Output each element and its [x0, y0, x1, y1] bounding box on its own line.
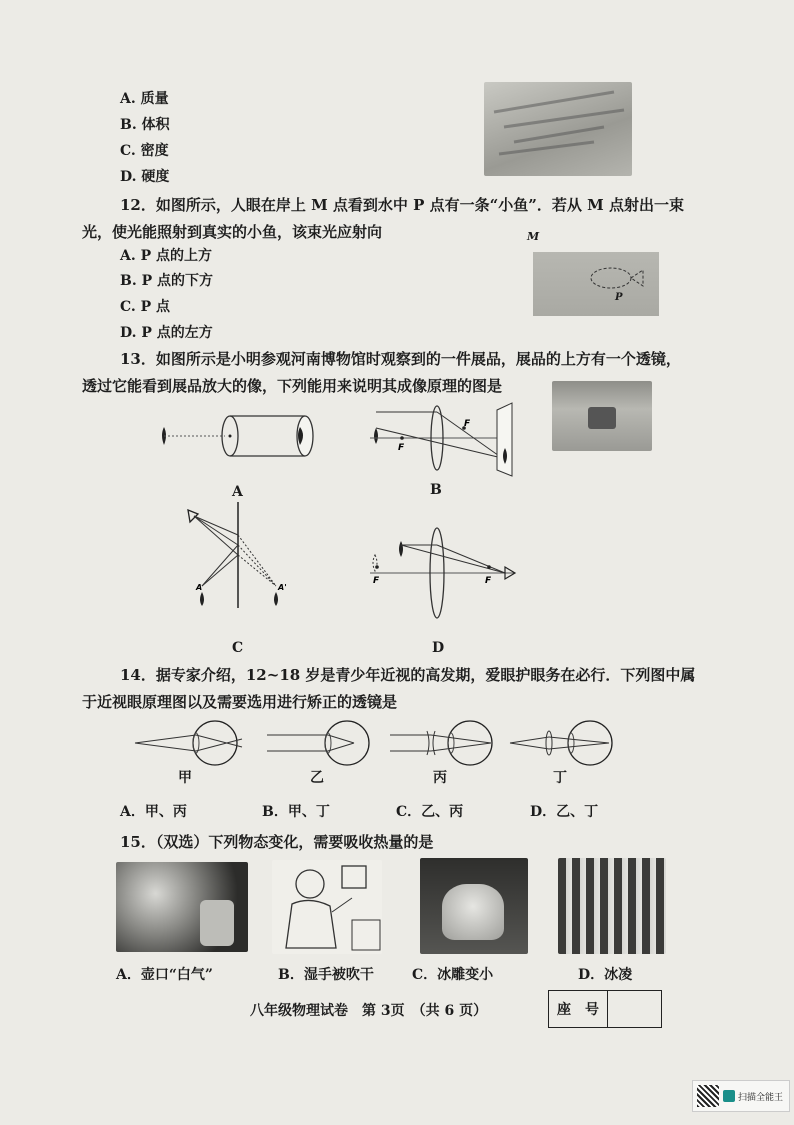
q13-figure-b	[362, 398, 532, 483]
q14-stem-line1: 14．据专家介绍，12~18 岁是青少年近视的高发期，爱眼护眼务在必行．下列图中属	[120, 666, 696, 684]
q15-photo-icicles	[558, 858, 666, 954]
q14-label-ding: 丁	[553, 770, 567, 786]
q11-option-b: B. 体积	[120, 117, 170, 133]
q12-stem-line1: 12．如图所示，人眼在岸上 M 点看到水中 P 点有一条“小鱼”．若从 M 点射出一束	[120, 196, 684, 214]
q13-exhibit-photo	[552, 381, 652, 451]
q15-caption-d: D．冰凌	[578, 967, 633, 983]
q14-eye-yi	[262, 715, 382, 770]
app-logo-icon	[723, 1090, 735, 1102]
qr-code-icon	[697, 1085, 719, 1107]
q11-photo-marks	[484, 82, 632, 176]
q15-photo-ice-sculpture	[420, 858, 528, 954]
eye-icon	[188, 510, 198, 522]
q14-option-d: D．乙、丁	[530, 804, 599, 820]
q12-option-c: C. P 点	[120, 299, 171, 315]
q15-photo-hand-dryer	[272, 860, 382, 954]
q11-option-a: A. 质量	[120, 91, 169, 107]
svg-text:F: F	[464, 419, 471, 429]
q12-option-a: A. P 点的上方	[120, 248, 213, 264]
q15-photo-steam	[116, 862, 248, 952]
q14-label-bing: 丙	[433, 770, 447, 786]
q13-label-d: D	[432, 640, 445, 656]
svg-text:F: F	[398, 443, 405, 453]
q14-stem-line2: 于近视眼原理图以及需要选用进行矫正的透镜是	[82, 693, 398, 711]
page-footer: 八年级物理试卷 第 3页 （共 6 页）	[250, 1003, 488, 1019]
q14-label-yi: 乙	[310, 770, 324, 786]
scanner-watermark	[692, 1080, 790, 1112]
q14-option-c: C．乙、丙	[396, 804, 464, 820]
svg-text:F: F	[373, 576, 380, 586]
q14-eye-ding	[505, 715, 625, 770]
q13-label-b: B	[430, 482, 442, 498]
q13-label-a: A	[232, 484, 243, 500]
svg-text:A': A'	[278, 583, 287, 592]
q13-figure-d	[365, 525, 525, 635]
q13-stem-line1: 13．如图所示是小明参观河南博物馆时观察到的一件展品，展品的上方有一个透镜，	[120, 350, 681, 368]
q15-caption-c: C．冰雕变小	[412, 967, 494, 983]
seat-number-blank	[608, 991, 661, 1027]
q13-exhibit-object	[588, 407, 616, 429]
q14-option-b: B．甲、丁	[262, 804, 330, 820]
q11-option-c: C. 密度	[120, 143, 169, 159]
q15-caption-a: A．壶口“白气”	[116, 967, 213, 983]
seat-label: 座 号	[549, 991, 608, 1027]
q15-stem: 15．（双选）下列物态变化，需要吸收热量的是	[120, 833, 434, 851]
svg-text:A: A	[196, 583, 203, 592]
q14-option-a: A．甲、丙	[120, 804, 187, 820]
q14-label-jia: 甲	[178, 770, 192, 786]
q13-figure-a	[150, 405, 330, 485]
q11-option-d: D. 硬度	[120, 169, 170, 185]
q12-option-d: D. P 点的左方	[120, 325, 213, 341]
q12-option-b: B. P 点的下方	[120, 273, 213, 289]
q12-stem-line2: 光，使光能照射到真实的小鱼，该束光应射向	[82, 223, 383, 241]
q14-eye-bing	[385, 715, 505, 770]
svg-text:F: F	[485, 576, 492, 586]
q14-eye-jia	[130, 715, 250, 770]
q12-point-m: M	[527, 230, 540, 243]
scanner-app-name: 扫描全能王	[738, 1092, 784, 1103]
q12-figure	[525, 230, 665, 318]
q13-figure-c	[180, 500, 310, 610]
q12-point-p: P	[615, 292, 623, 303]
q13-stem-line2: 透过它能看到展品放大的像，下列能用来说明其成像原理的图是	[82, 377, 503, 395]
q15-caption-b: B．湿手被吹干	[278, 967, 374, 983]
q13-label-c: C	[232, 640, 244, 656]
kettle-icon	[200, 900, 234, 946]
q11-photo	[484, 82, 632, 176]
q12-fish-icon	[533, 252, 659, 316]
seat-number-box	[548, 990, 662, 1028]
